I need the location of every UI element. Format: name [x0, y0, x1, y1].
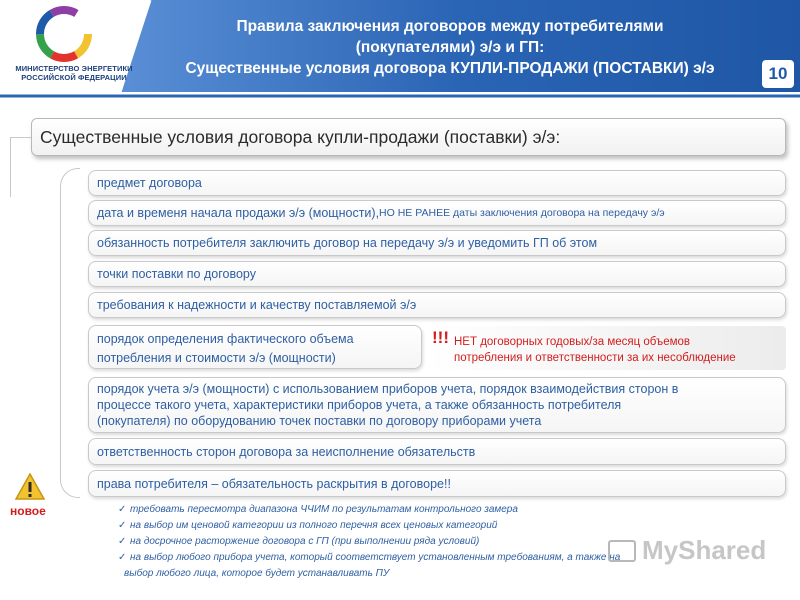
watermark-icon [608, 540, 636, 562]
connector-left [10, 137, 11, 197]
list-item [88, 170, 786, 196]
item-text: точки поставки по договору [97, 267, 256, 281]
item-text: предмет договора [97, 176, 202, 190]
item-text: обязанность потребителя заключить договор на передачу э/э и уведомить ГП об этом [97, 236, 598, 250]
watermark: MyShared [642, 535, 767, 565]
check-icon: ✓ [118, 552, 127, 563]
item-text-line2: потребления и стоимости э/э (мощности) [97, 351, 336, 365]
warning-line1: НЕТ договорных годовых/за месяц объемов [454, 336, 691, 348]
ministry-logo [0, 0, 148, 96]
list-item [88, 325, 422, 369]
right-text: на выбор любого прибора учета, который соответствует установленным требованиям, а также на [130, 552, 621, 563]
check-icon: ✓ [118, 536, 127, 547]
list-item [88, 261, 786, 287]
list-item [88, 470, 786, 497]
warning-line2: потребления и ответственности за их несоблюдение [454, 352, 736, 364]
ministry-emblem-icon [36, 6, 92, 62]
list-item [88, 230, 786, 256]
title-line3: Существенные условия договора КУПЛИ-ПРОДАЖИ (ПОСТАВКИ) э/э [185, 60, 715, 77]
right-text: выбор любого лица, которое будет устанавливать ПУ [124, 568, 390, 579]
item-text-line1: порядок определения фактического объема [97, 332, 354, 346]
connector-top [10, 137, 32, 138]
item-text-small: НО НЕ РАНЕЕ даты заключения договора на передачу э/э [379, 207, 665, 219]
main-heading: Существенные условия договора купли-продажи (поставки) э/э: [31, 118, 786, 156]
list-item [88, 377, 786, 433]
item-text: ответственность сторон договора за неисполнение обязательств [97, 444, 476, 459]
item-text-line1: порядок учета э/э (мощности) с использованием приборов учета, порядок взаимодействия сторон в [97, 382, 679, 396]
list-item [88, 292, 786, 318]
page-number: 10 [762, 60, 794, 88]
list-item [124, 566, 764, 582]
list-item [88, 200, 786, 226]
warning-icon [14, 472, 46, 502]
list-item [118, 518, 764, 534]
list-item [118, 502, 764, 518]
bracket [60, 168, 80, 498]
item-text: требования к надежности и качеству поставляемой э/э [97, 298, 417, 312]
slide-title [150, 16, 750, 79]
warning-note [428, 326, 786, 370]
item-text-line2: процессе такого учета, характеристики приборов учета, а также обязанность потребителя [97, 398, 622, 412]
right-text: требовать пересмотра диапазона ЧЧИМ по результатам контрольного замера [130, 504, 518, 515]
check-icon: ✓ [118, 504, 127, 515]
check-icon: ✓ [118, 520, 127, 531]
list-item [88, 438, 786, 465]
title-line2: (покупателями) э/э и ГП: [355, 39, 545, 56]
item-text: права потребителя – обязательность раскрытия в договоре!! [97, 476, 451, 491]
logo-caption [4, 64, 144, 82]
slide-header [0, 0, 800, 100]
warning-marks: !!! [432, 328, 449, 347]
item-text: дата и временя начала продажи э/э (мощности), [97, 206, 380, 220]
logo-caption-line2: РОССИЙСКОЙ ФЕДЕРАЦИИ [21, 73, 127, 82]
logo-caption-line1: МИНИСТЕРСТВО ЭНЕРГЕТИКИ [15, 64, 133, 73]
right-text: на выбор им ценовой категории из полного перечня всех ценовых категорий [130, 520, 498, 531]
new-badge: новое [10, 504, 46, 518]
right-text: на досрочное расторжение договора с ГП (при выполнении ряда условий) [130, 536, 480, 547]
title-line1: Правила заключения договоров между потребителями [236, 18, 664, 35]
item-text-line3: (покупателя) по оборудованию точек поставки по договору приборами учета [97, 414, 542, 428]
